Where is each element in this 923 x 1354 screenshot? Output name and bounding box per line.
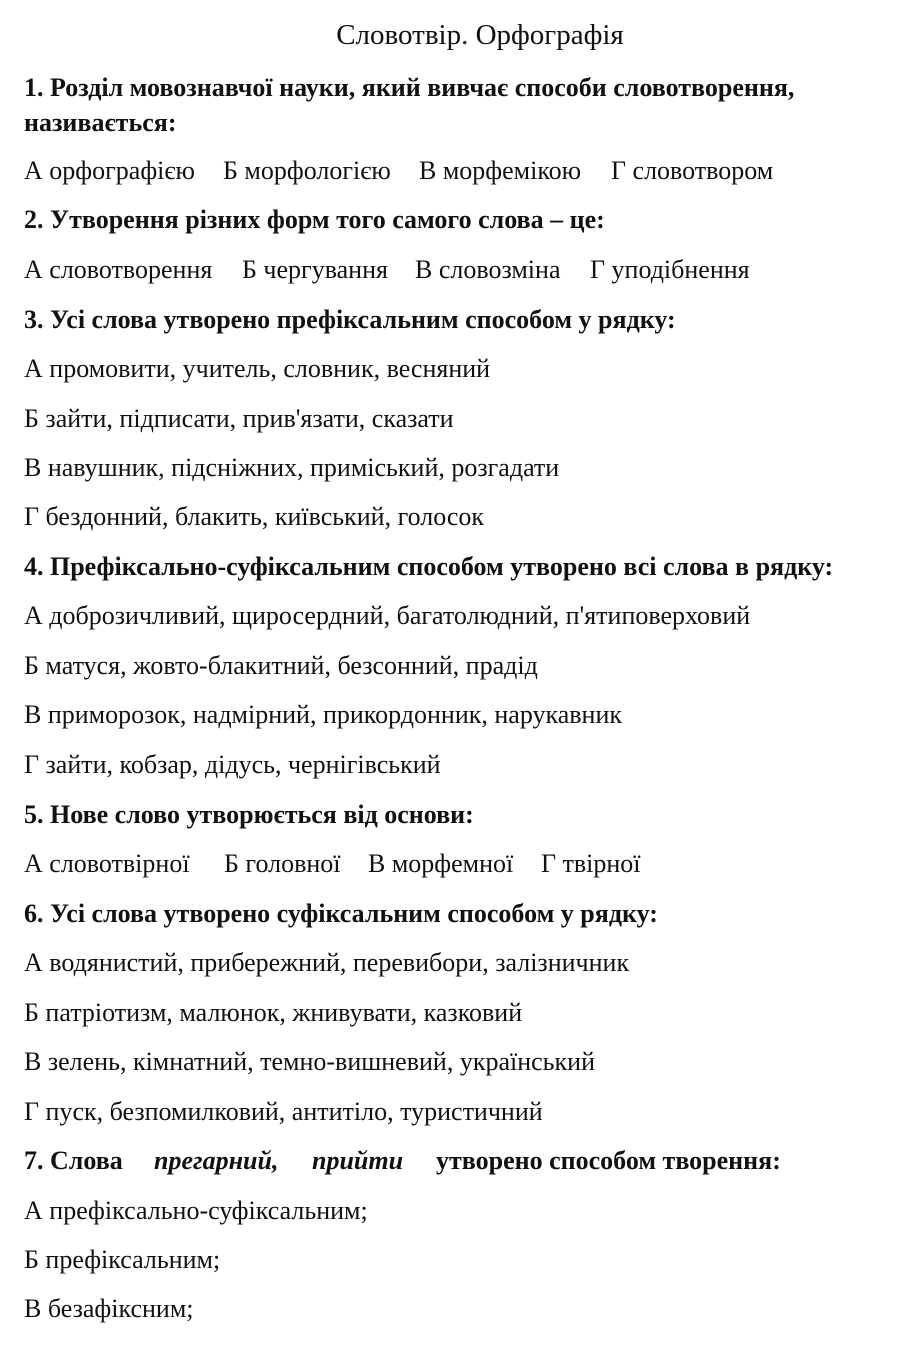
- question-3-option-d: Г бездонний, блакить, київський, голосок: [24, 502, 485, 531]
- question-7-option-b: Б префіксальним;: [24, 1245, 221, 1274]
- option-a: А словотворення: [24, 255, 213, 284]
- option-d: Г твірної: [541, 849, 641, 878]
- option-b: Б головної: [224, 849, 341, 878]
- question-5: 5. Нове слово утворюється від основи:: [24, 800, 474, 829]
- option-c: В морфемікою: [419, 156, 582, 185]
- question-6-option-c: В зелень, кімнатний, темно-вишневий, український: [24, 1047, 595, 1076]
- question-7: [24, 1143, 903, 1179]
- option-b: Б морфологією: [223, 156, 391, 185]
- question-3: 3. Усі слова утворено префіксальним способом у рядку:: [24, 305, 676, 334]
- question-3-option-b: Б зайти, підписати, прив'язати, сказати: [24, 404, 454, 433]
- question-7-word-1: прегарний,: [154, 1146, 279, 1175]
- question-3-option-a: А промовити, учитель, словник, весняний: [24, 354, 491, 383]
- question-4-option-a: А доброзичливий, щиросердний, багатолюдний, п'ятиповерховий: [24, 601, 751, 630]
- question-1-line-1: 1. Розділ мовознавчої науки, який вивчає способи словотворення,: [24, 73, 795, 102]
- question-2: 2. Утворення різних форм того самого слова – це:: [24, 205, 605, 234]
- question-1-options: [24, 153, 773, 189]
- question-7-suffix: утворено способом творення:: [436, 1146, 781, 1175]
- question-7-word-2: прийти: [312, 1146, 404, 1175]
- question-4-option-b: Б матуся, жовто-блакитний, безсонний, прадід: [24, 651, 538, 680]
- option-c: В морфемної: [368, 849, 514, 878]
- option-a: А орфографією: [24, 156, 195, 185]
- question-7-prefix: 7. Слова: [24, 1146, 123, 1175]
- question-3-option-c: В навушник, підсніжних, приміський, розгадати: [24, 453, 560, 482]
- option-b: Б чергування: [242, 255, 388, 284]
- question-7-option-a: А префіксально-суфіксальним;: [24, 1196, 368, 1225]
- option-a: А словотвірної: [24, 849, 190, 878]
- question-2-options: [24, 252, 750, 288]
- question-6-option-b: Б патріотизм, малюнок, жнивувати, казковий: [24, 998, 523, 1027]
- question-5-options: [24, 846, 641, 882]
- question-6-option-d: Г пуск, безпомилковий, антитіло, туристичний: [24, 1097, 543, 1126]
- question-4: 4. Префіксально-суфіксальним способом утворено всі слова в рядку:: [24, 552, 834, 581]
- option-d: Г словотвором: [611, 156, 774, 185]
- question-4-option-c: В приморозок, надмірний, прикордонник, нарукавник: [24, 700, 622, 729]
- question-7-option-c: В безафіксним;: [24, 1294, 194, 1323]
- question-1-line-2: називається:: [24, 108, 177, 137]
- question-6-option-a: А водянистий, прибережний, перевибори, залізничник: [24, 948, 630, 977]
- question-6: 6. Усі слова утворено суфіксальним способом у рядку:: [24, 899, 658, 928]
- question-4-option-d: Г зайти, кобзар, дідусь, чернігівський: [24, 750, 441, 779]
- page-title: Словотвір. Орфографія: [336, 19, 624, 51]
- option-d: Г уподібнення: [590, 255, 750, 284]
- option-c: В словозміна: [415, 255, 561, 284]
